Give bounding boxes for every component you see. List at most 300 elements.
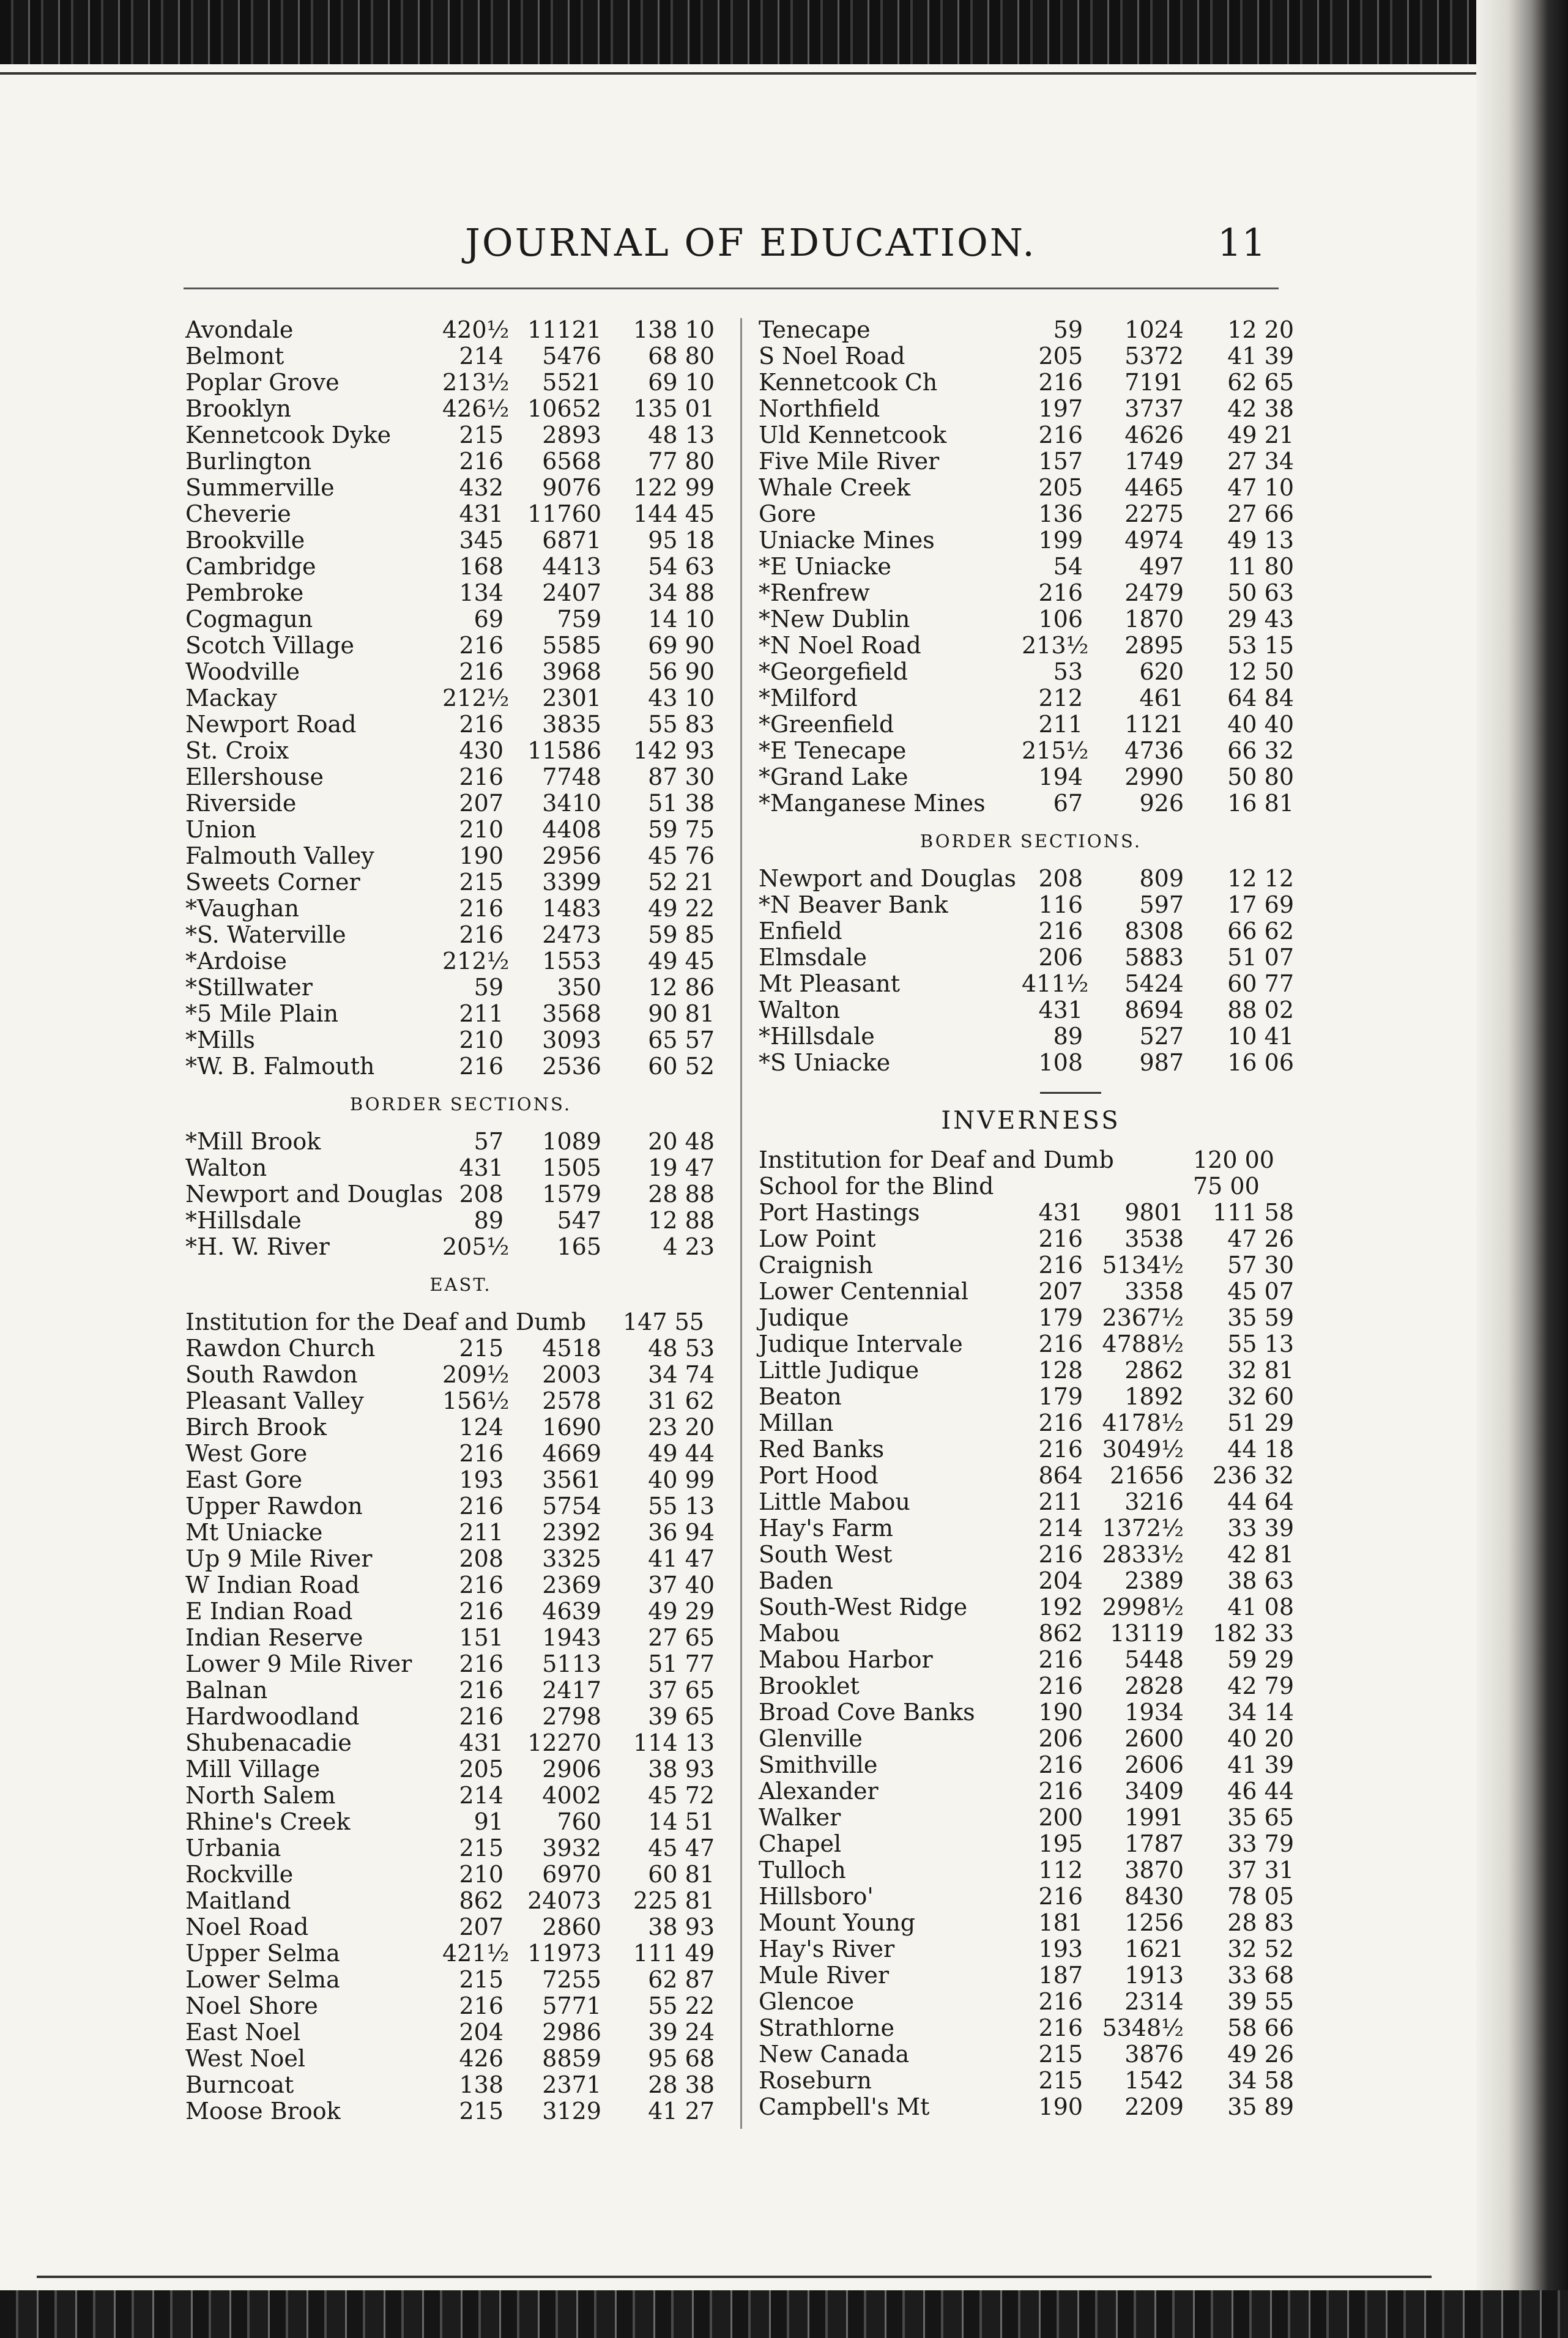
- section-name: Mt Pleasant: [759, 970, 901, 997]
- amount: 12 50: [1227, 658, 1294, 685]
- table-row: [759, 369, 1303, 396]
- amount: 45 47: [648, 1835, 715, 1861]
- table-row: [185, 1704, 736, 1730]
- value-2: 5883: [1124, 944, 1184, 971]
- value-1: 432: [459, 474, 503, 501]
- amount: 49 21: [1227, 421, 1294, 448]
- amount: 60 81: [648, 1861, 715, 1888]
- value-1: 138: [459, 2071, 503, 2098]
- inverness-heading: INVERNESS: [941, 1107, 1121, 1135]
- section-name: Elmsdale: [759, 944, 868, 971]
- value-2: 5113: [542, 1650, 601, 1677]
- table-row: [185, 1914, 736, 1940]
- section-name: Smithville: [759, 1751, 878, 1778]
- value-1: 193: [1038, 1935, 1083, 1962]
- value-2: 4639: [542, 1598, 601, 1625]
- section-name: Ellershouse: [185, 763, 324, 790]
- section-name: Walton: [185, 1154, 267, 1181]
- value-1: 426½: [442, 395, 510, 422]
- table-row: [759, 396, 1303, 422]
- section-name: *Greenfield: [759, 711, 894, 738]
- value-1: 216: [1038, 2014, 1083, 2041]
- value-1: 215: [1038, 2041, 1083, 2068]
- section-name: Judique: [759, 1304, 849, 1331]
- amount: 58 66: [1227, 2014, 1294, 2041]
- value-1: 215: [459, 869, 503, 896]
- section-name: West Gore: [185, 1440, 308, 1467]
- value-1: 207: [1038, 1278, 1083, 1305]
- amount: 43 10: [648, 685, 715, 711]
- section-name: Mabou Harbor: [759, 1646, 933, 1673]
- deaf-dumb-row: [185, 1309, 736, 1335]
- table-row: [185, 1809, 736, 1835]
- amount: 41 08: [1227, 1594, 1294, 1620]
- value-2: 7748: [542, 763, 601, 790]
- amount: 87 30: [648, 763, 715, 790]
- amount: 54 63: [648, 553, 715, 580]
- value-1: 209½: [442, 1361, 510, 1388]
- amount: 16 81: [1227, 790, 1294, 817]
- table-row: [759, 1200, 1303, 1226]
- amount: 38 63: [1227, 1567, 1294, 1594]
- value-2: 4465: [1124, 474, 1184, 501]
- value-2: 3325: [542, 1545, 601, 1572]
- amount: 49 13: [1227, 527, 1294, 554]
- value-2: 11760: [527, 500, 601, 527]
- table-row: [759, 527, 1303, 554]
- value-1: 194: [1038, 763, 1083, 790]
- value-2: 6871: [542, 527, 601, 554]
- value-2: 2473: [542, 921, 601, 948]
- value-1: 190: [1038, 1699, 1083, 1726]
- value-1: 215½: [1022, 737, 1089, 764]
- section-name: Rockville: [185, 1861, 294, 1888]
- table-row: [185, 554, 736, 580]
- table-row: [185, 1730, 736, 1756]
- table-row: [185, 475, 736, 501]
- amount: 57 30: [1227, 1252, 1294, 1278]
- table-row: [759, 1594, 1303, 1620]
- value-2: 3876: [1124, 2041, 1184, 2068]
- table-row: [185, 1546, 736, 1572]
- value-2: 1089: [542, 1128, 601, 1155]
- section-name: Avondale: [185, 316, 294, 343]
- value-2: 809: [1139, 865, 1184, 892]
- value-2: 1892: [1124, 1383, 1184, 1410]
- table-row: [185, 343, 736, 369]
- table-row: [185, 896, 736, 922]
- value-2: 3870: [1124, 1857, 1184, 1883]
- value-2: 1913: [1124, 1962, 1184, 1989]
- table-row: [185, 1027, 736, 1053]
- amount: 52 21: [648, 869, 715, 896]
- table-row: [185, 948, 736, 974]
- section-name: Woodville: [185, 658, 300, 685]
- value-2: 1542: [1124, 2067, 1184, 2094]
- amount: 49 22: [648, 895, 715, 922]
- value-2: 13119: [1110, 1620, 1184, 1647]
- amount: 182 33: [1213, 1620, 1294, 1647]
- value-2: 2600: [1124, 1725, 1184, 1752]
- table-row: [185, 1441, 736, 1467]
- right-border-sections-heading: BORDER SECTIONS.: [920, 831, 1142, 852]
- value-1: 215: [1038, 2067, 1083, 2094]
- section-name: Mount Young: [759, 1909, 916, 1936]
- section-name: Roseburn: [759, 2067, 872, 2094]
- table-row: [185, 2098, 736, 2125]
- value-2: 5348½: [1102, 2014, 1184, 2041]
- section-name: Uld Kennetcook: [759, 421, 947, 448]
- section-name: Hillsboro': [759, 1883, 874, 1910]
- amount: 59 85: [648, 921, 715, 948]
- table-row: [759, 1489, 1303, 1515]
- value-1: 208: [459, 1545, 503, 1572]
- table-row: [759, 971, 1303, 997]
- value-1: 211: [1038, 1488, 1083, 1515]
- value-1: 216: [459, 1053, 503, 1080]
- value-2: 4974: [1124, 527, 1184, 554]
- value-2: 2860: [542, 1913, 601, 1940]
- table-row: [759, 790, 1303, 817]
- table-row: [185, 974, 736, 1001]
- value-2: 8859: [542, 2045, 601, 2072]
- scan-bottom-border: [0, 2290, 1568, 2338]
- value-1: 210: [459, 1026, 503, 1053]
- section-name: Sweets Corner: [185, 869, 360, 896]
- value-1: 216: [459, 632, 503, 659]
- amount: 88 02: [1227, 996, 1294, 1023]
- value-2: 461: [1139, 685, 1184, 711]
- table-row: [759, 422, 1303, 448]
- section-name: Strathlorne: [759, 2014, 895, 2041]
- table-row: [759, 2015, 1303, 2041]
- table-row: [185, 685, 736, 711]
- value-1: 216: [459, 895, 503, 922]
- section-name: Urbania: [185, 1835, 281, 1861]
- amount: 225 81: [633, 1887, 715, 1914]
- value-2: 5448: [1124, 1646, 1184, 1673]
- value-1: 91: [474, 1808, 503, 1835]
- amount: 41 39: [1227, 343, 1294, 369]
- amount: 17 69: [1227, 891, 1294, 918]
- amount: 42 81: [1227, 1541, 1294, 1568]
- amount: 34 74: [648, 1361, 715, 1388]
- value-1: 59: [474, 974, 503, 1001]
- value-2: 527: [1139, 1023, 1184, 1050]
- section-name: Union: [185, 816, 257, 843]
- east-heading: EAST.: [429, 1274, 492, 1295]
- value-1: 67: [1053, 790, 1083, 817]
- section-name: Brooklet: [759, 1672, 860, 1699]
- table-row: [759, 1542, 1303, 1568]
- section-name: E Indian Road: [185, 1598, 353, 1625]
- value-2: 24073: [527, 1887, 601, 1914]
- table-row: [185, 817, 736, 843]
- section-name: Alexander: [759, 1778, 879, 1805]
- value-1: 204: [1038, 1567, 1083, 1594]
- amount: 49 26: [1227, 2041, 1294, 2068]
- inverness-list: [759, 1200, 1303, 2120]
- value-2: 11586: [527, 737, 601, 764]
- value-1: 214: [459, 343, 503, 369]
- section-name: Gore: [759, 500, 816, 527]
- right-border-list: [759, 866, 1303, 1076]
- value-2: 3835: [542, 711, 601, 738]
- amount: 69 90: [648, 632, 715, 659]
- table-row: [759, 2041, 1303, 2068]
- table-row: [185, 1993, 736, 2019]
- value-1: 204: [459, 2019, 503, 2046]
- table-row: [185, 1520, 736, 1546]
- value-1: 57: [474, 1128, 503, 1155]
- table-row: [185, 738, 736, 764]
- table-row: [185, 1572, 736, 1598]
- section-name: Balnan: [185, 1677, 268, 1704]
- table-row: [759, 1050, 1303, 1076]
- value-1: 128: [1038, 1357, 1083, 1384]
- value-1: 124: [459, 1414, 503, 1441]
- amount: 65 57: [648, 1026, 715, 1053]
- value-2: 2407: [542, 579, 601, 606]
- section-name: *E Uniacke: [759, 553, 891, 580]
- section-name: Craignish: [759, 1252, 873, 1278]
- value-1: 151: [459, 1624, 503, 1651]
- table-row: [759, 1752, 1303, 1778]
- amount: 44 18: [1227, 1436, 1294, 1463]
- value-2: 8308: [1124, 918, 1184, 944]
- value-1: 168: [459, 553, 503, 580]
- value-2: 759: [557, 606, 601, 633]
- section-name: Tenecape: [759, 316, 871, 343]
- section-name: Pleasant Valley: [185, 1387, 364, 1414]
- amount: 78 05: [1227, 1883, 1294, 1910]
- table-row: [185, 1835, 736, 1861]
- section-name: Newport and Douglas: [185, 1181, 443, 1208]
- section-name: *Hillsdale: [185, 1207, 302, 1234]
- value-1: 216: [459, 763, 503, 790]
- section-name: Millan: [759, 1409, 834, 1436]
- section-name: Hay's Farm: [759, 1515, 893, 1542]
- value-1: 216: [459, 448, 503, 475]
- table-row: [185, 843, 736, 869]
- section-name: Five Mile River: [759, 448, 940, 475]
- value-2: 6568: [542, 448, 601, 475]
- value-1: 216: [459, 711, 503, 738]
- amount: 12 86: [648, 974, 715, 1001]
- amount: 36 94: [648, 1519, 715, 1546]
- table-row: [759, 1699, 1303, 1726]
- amount: 37 65: [648, 1677, 715, 1704]
- amount: 135 01: [633, 395, 715, 422]
- value-2: 2895: [1124, 632, 1184, 659]
- value-2: 5424: [1124, 970, 1184, 997]
- section-name: West Noel: [185, 2045, 306, 2072]
- table-row: [759, 1989, 1303, 2015]
- value-2: 3129: [542, 2098, 601, 2125]
- value-1: 215: [459, 2098, 503, 2125]
- section-name: North Salem: [185, 1782, 336, 1809]
- value-1: 211: [459, 1000, 503, 1027]
- section-name: *Hillsdale: [759, 1023, 875, 1050]
- value-2: 10652: [527, 395, 601, 422]
- table-row: [185, 1388, 736, 1414]
- table-row: [759, 1857, 1303, 1883]
- value-1: 210: [459, 816, 503, 843]
- table-row: [185, 1888, 736, 1914]
- section-name: Glenville: [759, 1725, 863, 1752]
- amount: 50 63: [1227, 579, 1294, 606]
- value-2: 4413: [542, 553, 601, 580]
- value-1: 431: [459, 1729, 503, 1756]
- amount: 11 80: [1227, 553, 1294, 580]
- value-1: 216: [1038, 1883, 1083, 1910]
- value-1: 216: [1038, 369, 1083, 396]
- amount: 35 89: [1227, 2093, 1294, 2120]
- amount: 64 84: [1227, 685, 1294, 711]
- value-1: 431: [459, 500, 503, 527]
- section-name: New Canada: [759, 2041, 910, 2068]
- value-2: 1372½: [1102, 1515, 1184, 1542]
- amount: 44 64: [1227, 1488, 1294, 1515]
- value-2: 5771: [542, 1992, 601, 2019]
- value-1: 216: [459, 1677, 503, 1704]
- value-1: 205: [459, 1756, 503, 1783]
- institution-row: [759, 1173, 1303, 1200]
- right-column: [759, 317, 1303, 2120]
- value-1: 426: [459, 2045, 503, 2072]
- section-name: Indian Reserve: [185, 1624, 363, 1651]
- table-row: [759, 1226, 1303, 1252]
- institution-amount: 120 00: [1193, 1146, 1274, 1173]
- value-1: 215: [459, 1966, 503, 1993]
- value-1: 116: [1038, 891, 1083, 918]
- table-row: [759, 711, 1303, 738]
- table-row: [185, 317, 736, 343]
- table-row: [759, 1252, 1303, 1278]
- section-name: East Noel: [185, 2019, 301, 2046]
- amount: 34 14: [1227, 1699, 1294, 1726]
- value-1: 156½: [442, 1387, 510, 1414]
- table-row: [759, 1023, 1303, 1050]
- left-main-list: [185, 317, 736, 1080]
- value-2: 2479: [1124, 579, 1184, 606]
- value-1: 59: [1053, 316, 1083, 343]
- amount: 33 79: [1227, 1830, 1294, 1857]
- amount: 40 40: [1227, 711, 1294, 738]
- amount: 31 62: [648, 1387, 715, 1414]
- amount: 12 12: [1227, 865, 1294, 892]
- value-2: 620: [1139, 658, 1184, 685]
- section-name: Little Mabou: [759, 1488, 910, 1515]
- value-2: 1870: [1124, 606, 1184, 633]
- section-name: *Stillwater: [185, 974, 313, 1001]
- table-row: [759, 1647, 1303, 1673]
- value-2: 5372: [1124, 343, 1184, 369]
- value-1: 213½: [1022, 632, 1089, 659]
- amount: 12 20: [1227, 316, 1294, 343]
- table-row: [759, 448, 1303, 475]
- value-1: 106: [1038, 606, 1083, 633]
- value-1: 136: [1038, 500, 1083, 527]
- section-name: Brookville: [185, 527, 305, 554]
- value-1: 216: [459, 1493, 503, 1520]
- amount: 33 68: [1227, 1962, 1294, 1989]
- value-1: 157: [1038, 448, 1083, 475]
- section-name: East Gore: [185, 1466, 303, 1493]
- table-row: [185, 633, 736, 659]
- value-1: 108: [1038, 1049, 1083, 1076]
- deaf-dumb-amount: 147 55: [623, 1308, 704, 1335]
- table-row: [185, 1335, 736, 1362]
- value-1: 69: [474, 606, 503, 633]
- value-1: 193: [459, 1466, 503, 1493]
- table-row: [759, 1910, 1303, 1936]
- value-2: 3932: [542, 1835, 601, 1861]
- deaf-dumb-name: Institution for the Deaf and Dumb: [185, 1308, 587, 1335]
- value-1: 215: [459, 1335, 503, 1362]
- value-1: 179: [1038, 1304, 1083, 1331]
- value-2: 497: [1139, 553, 1184, 580]
- amount: 39 65: [648, 1703, 715, 1730]
- table-row: [185, 1756, 736, 1783]
- institution-name: Institution for Deaf and Dumb: [759, 1146, 1114, 1173]
- value-2: 1934: [1124, 1699, 1184, 1726]
- section-name: Upper Rawdon: [185, 1493, 363, 1520]
- value-2: 2369: [542, 1572, 601, 1598]
- section-name: Red Banks: [759, 1436, 885, 1463]
- amount: 34 88: [648, 579, 715, 606]
- section-name: *Renfrew: [759, 579, 870, 606]
- table-row: [759, 1568, 1303, 1594]
- amount: 111 49: [633, 1940, 715, 1967]
- section-name: Rhine's Creek: [185, 1808, 351, 1835]
- section-name: Moose Brook: [185, 2098, 341, 2125]
- value-1: 190: [1038, 2093, 1083, 2120]
- value-2: 11973: [527, 1940, 601, 1967]
- table-row: [185, 869, 736, 896]
- amount: 62 87: [648, 1966, 715, 1993]
- section-name: *5 Mile Plain: [185, 1000, 339, 1027]
- section-name: Brooklyn: [185, 395, 291, 422]
- institution-list: [759, 1147, 1303, 1200]
- table-row: [759, 1410, 1303, 1436]
- amount: 142 93: [633, 737, 715, 764]
- amount: 62 65: [1227, 369, 1294, 396]
- table-row: [759, 580, 1303, 606]
- value-2: 3561: [542, 1466, 601, 1493]
- value-1: 216: [459, 1650, 503, 1677]
- value-2: 987: [1139, 1049, 1184, 1076]
- value-1: 205: [1038, 343, 1083, 369]
- table-row: [185, 2072, 736, 2098]
- section-name: *Milford: [759, 685, 858, 711]
- section-name: Beaton: [759, 1383, 842, 1410]
- value-1: 216: [459, 1703, 503, 1730]
- value-2: 1787: [1124, 1830, 1184, 1857]
- section-name: *N Beaver Bank: [759, 891, 948, 918]
- value-2: 1690: [542, 1414, 601, 1441]
- section-name: Port Hastings: [759, 1199, 920, 1226]
- table-row: [185, 1967, 736, 1993]
- amount: 14 10: [648, 606, 715, 633]
- amount: 45 07: [1227, 1278, 1294, 1305]
- section-name: Noel Road: [185, 1913, 309, 1940]
- section-name: Poplar Grove: [185, 369, 340, 396]
- table-row: [759, 2094, 1303, 2120]
- table-row: [185, 1677, 736, 1704]
- table-row: [759, 738, 1303, 764]
- header-rule: [184, 288, 1279, 289]
